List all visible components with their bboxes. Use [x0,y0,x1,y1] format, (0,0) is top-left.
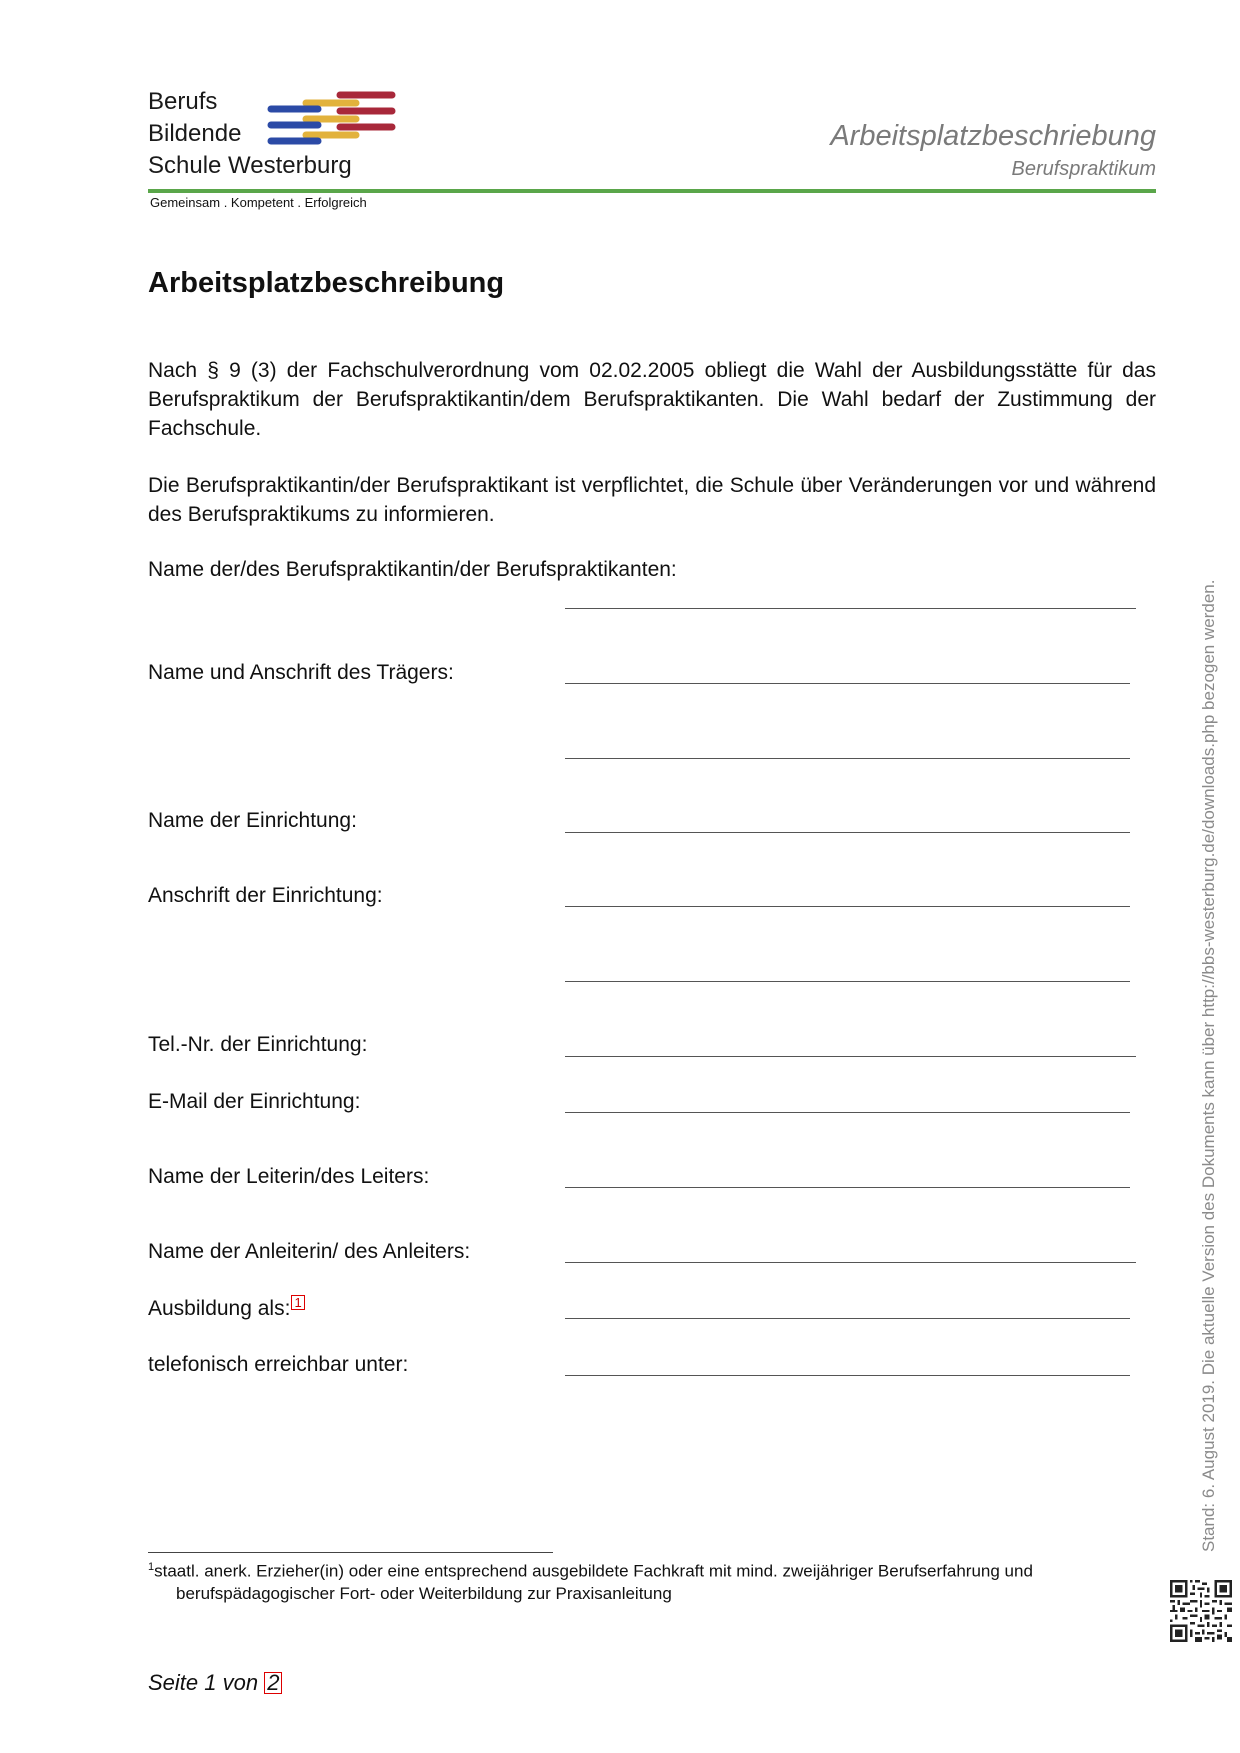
header-divider [148,189,1156,193]
version-side-note: Stand: 6. August 2019. Die aktuelle Version des Dokuments kann über http://bbs-westerburg.de/downloads.php bezogen werden. [1199,579,1218,1552]
fill-line-ausbildung[interactable] [565,1318,1130,1319]
obligation-paragraph: Die Berufspraktikantin/der Berufspraktikant ist verpflichtet, die Schule über Veränderungen vor und während des Berufspraktikums zu informieren. [148,474,1156,526]
field-label-praktikant-name: Name der/des Berufspraktikantin/der Berufspraktikanten: [148,558,677,581]
footnote-reference-link[interactable]: 1 [291,1295,304,1310]
footnote-marker: 1 [148,1561,155,1573]
fill-line-einrichtung[interactable] [565,832,1130,833]
school-tagline: Gemeinsam . Kompetent . Erfolgreich [150,195,367,210]
fill-line-anleitung[interactable] [565,1262,1136,1263]
fill-line-anschrift-1[interactable] [565,906,1130,907]
footnote-line-1 [148,1556,1156,1583]
field-label-ausbildung [148,1295,305,1321]
field-label-einrichtung: Name der Einrichtung: [148,809,357,832]
fill-line-traeger-2[interactable] [565,758,1130,759]
fill-line-tel[interactable] [565,1056,1136,1057]
fill-line-praktikant-name[interactable] [565,608,1136,609]
logo-line-1: Berufs [148,88,218,115]
field-label-anleitung: Name der Anleiterin/ des Anleiters: [148,1240,471,1263]
header-document-subtype: Berufspraktikum [1011,158,1156,180]
footnote-text-1: staatl. anerk. Erzieher(in) oder eine entsprechend ausgebildete Fachkraft mit mind. zweijähriger Berufserfahrung und [154,1561,1033,1581]
page-number [148,1670,282,1696]
page-title: Arbeitsplatzbeschreibung [148,267,505,299]
fill-line-email[interactable] [565,1112,1130,1113]
page-total-link[interactable]: 2 [264,1672,282,1694]
field-label-tel: Tel.-Nr. der Einrichtung: [148,1033,368,1056]
field-label-ausbildung-text: Ausbildung als: [148,1297,291,1320]
logo-line-3: Schule Westerburg [148,152,352,179]
field-label-leitung: Name der Leiterin/des Leiters: [148,1165,430,1188]
field-label-email: E-Mail der Einrichtung: [148,1090,361,1113]
field-label-traeger: Name und Anschrift des Trägers: [148,661,454,684]
logo-line-2: Bildende [148,120,242,147]
field-label-telefonisch: telefonisch erreichbar unter: [148,1353,409,1376]
field-label-anschrift: Anschrift der Einrichtung: [148,884,383,907]
fill-line-anschrift-2[interactable] [565,981,1130,982]
fill-line-telefonisch[interactable] [565,1375,1130,1376]
footnote [148,1556,1156,1605]
footnote-text-2: berufspädagogischer Fort- oder Weiterbildung zur Praxisanleitung [176,1583,672,1603]
intro-paragraph: Nach § 9 (3) der Fachschulverordnung vom 02.02.2005 obliegt die Wahl der Ausbildungsstätte für das Berufspraktikum der Berufspraktikantin/dem Berufspraktikanten. Die Wahl bedarf der Zustimmung der Fachschule. [148,359,1156,440]
fill-line-traeger-1[interactable] [565,683,1130,684]
school-logo-icon [266,90,396,146]
qr-code-icon [1170,1580,1232,1642]
header-document-type: Arbeitsplatzbeschriebung [830,120,1156,152]
footnote-divider [148,1552,553,1553]
page-number-prefix: Seite 1 von [148,1670,265,1695]
fill-line-leitung[interactable] [565,1187,1130,1188]
